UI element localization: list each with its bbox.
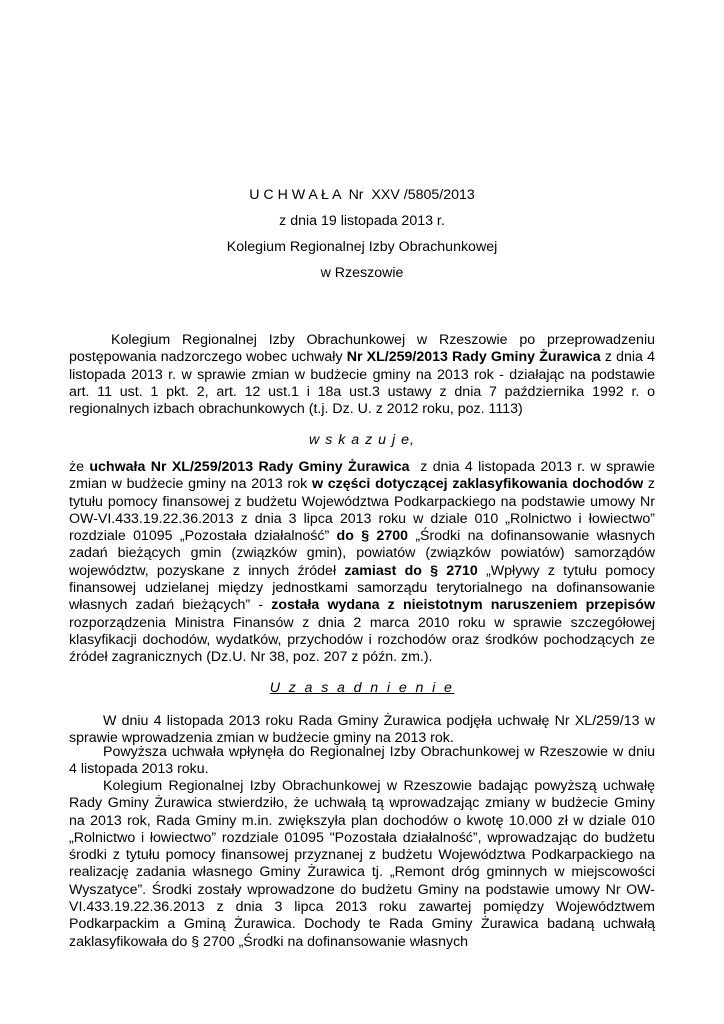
ruling-bold-1: uchwała Nr XL/259/2013 Rady Gminy Żurawica xyxy=(89,459,410,475)
ruling-bold-3: do § 2700 xyxy=(336,528,408,545)
ruling-text-1: że xyxy=(69,459,90,475)
issuing-city: w Rzeszowie xyxy=(320,265,404,281)
intro-bold-1: Nr XL/259/2013 Rady Gminy Żurawica xyxy=(346,349,601,366)
ruling-text-5: „Wpływy z tytułu pomocy finansowej udzielanej między jednostkami samorządu terytorialnego na dofinansowanie własnych zadań bieżących” - xyxy=(69,562,655,614)
ruling-text-2: z dnia 4 listopada 2013 r. w sprawie zmian w budżecie gminy na 2013 rok xyxy=(69,459,659,493)
ruling-bold-5: została wydana z nieistotnym naruszeniem przepisów xyxy=(271,597,655,614)
ruling-text-3: z tytułu pomocy finansowej z budżetu Województwa Podkarpackiego na podstawie umowy Nr OW-VI.433.19.22.36.2013 z dnia 3 lipca 2013 roku w dziale 010 „Rolnictwo i łowiectwo” rozdziale 01095 „Pozostała działalność” xyxy=(69,476,655,545)
intro-paragraph xyxy=(69,332,655,418)
ruling-bold-4: zamiast do § 2710 xyxy=(344,562,478,579)
issuing-body: Kolegium Regionalnej Izby Obrachunkowej xyxy=(226,239,498,255)
intro-text-2: z dnia 4 listopada 2013 r. w sprawie zmian w budżecie gminy na 2013 rok - działając na podstawie art. 11 ust. 1 pkt. 2, art. 12 ust.1 i 18a ust.3 ustawy z dnia 7 października 1992 r. o regionalnych izbach obrachunkowych (t.j. Dz. U. z 2012 roku, poz. 1113) xyxy=(69,349,655,418)
ruling-bold-2: w części dotyczącej zaklasyfikowania dochodów xyxy=(311,476,644,493)
uzasadnienie-heading: U z a s a d n i e n i e xyxy=(269,680,455,696)
reason-paragraph-3: Kolegium Regionalnej Izby Obrachunkowej w Rzeszowie badając powyższą uchwałę Rady Gminy Żurawica stwierdziło, że uchwałą tą wprowadzając zmiany w budżecie Gminy na 2013 rok, Rada Gminy m.in. zwiększyła plan dochodów o kwotę 10.000 zł w dziale 010 „Rolnictwo i łowiectwo” rozdziale 01095 "Pozostała działalność”, wprowadzając do budżetu środki z tytułu pomocy finansowej przyznanej z budżetu Województwa Podkarpackiego na realizację zadania własnego Gminy Żurawica tj. „Remont dróg gminnych w miejscowości Wyszatyce”. Środki zostały wprowadzone do budżetu Gminy na podstawie umowy Nr OW-VI.433.19.22.36.2013 z dnia 3 lipca 2013 roku zawartej pomiędzy Województwem Podkarpackim a Gminą Żurawica. Dochody te Rada Gminy Żurawica badaną uchwałą zaklasyfikowała do § 2700 „Środki na dofinansowanie własnych xyxy=(69,778,655,950)
reason-paragraph-1: W dniu 4 listopada 2013 roku Rada Gminy Żurawica podjęła uchwałę Nr XL/259/13 w sprawie wprowadzenia zmian w budżecie gminy na 2013 rok. xyxy=(69,713,655,747)
reason-paragraph-2: Powyższa uchwała wpłynęła do Regionalnej Izby Obrachunkowej w Rzeszowie w dniu 4 listopada 2013 roku. xyxy=(69,744,655,778)
wskazuje-heading: w s k a z u j e, xyxy=(309,432,415,448)
resolution-date: z dnia 19 listopada 2013 r. xyxy=(279,213,445,229)
ruling-paragraph xyxy=(69,459,659,667)
ruling-text-4: „Środki na dofinansowanie własnych zadań bieżących gmin (związków gmin), powiatów (związków powiatów) samorządów województw, pozyskane z innych źródeł xyxy=(69,528,656,579)
intro-text-1: Kolegium Regionalnej Izby Obrachunkowej w Rzeszowie po przeprowadzeniu postępowania nadzorczego wobec uchwały xyxy=(69,332,655,366)
resolution-title-text: U C H W A Ł A Nr XXV /5805/2013 xyxy=(249,187,475,203)
resolution-title xyxy=(0,186,724,204)
ruling-text-6: rozporządzenia Ministra Finansów z dnia 2 marca 2010 roku w sprawie szczegółowej klasyfikacji dochodów, wydatków, przychodów i rozchodów oraz środków pochodzących ze źródeł zagranicznych (Dz.U. Nr 38, poz. 207 z późn. zm.). xyxy=(69,614,655,666)
